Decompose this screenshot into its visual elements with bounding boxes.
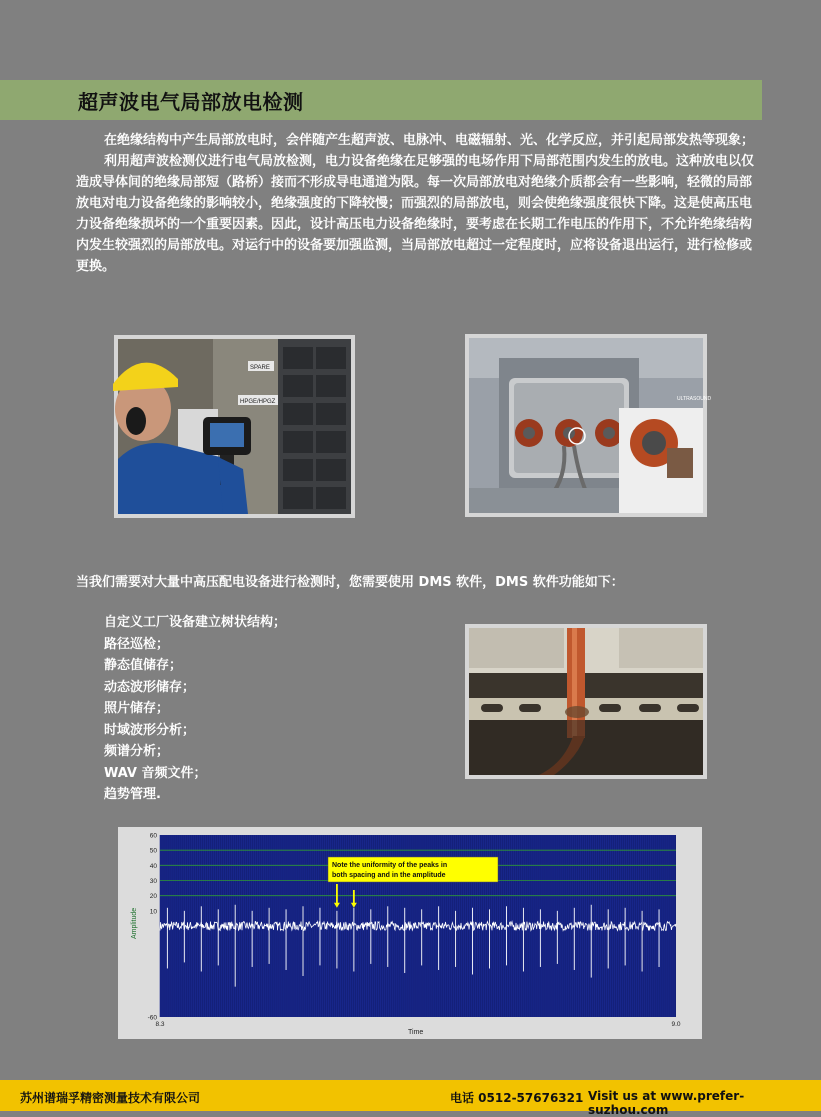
footer-website: Visit us at www.prefer-suzhou.com: [588, 1089, 745, 1117]
annotation-text-line1: Note the uniformity of the peaks in: [332, 862, 448, 869]
y-tick-label: 20: [149, 893, 157, 901]
feature-item: 趋势管理.: [104, 787, 161, 802]
feature-item: 照片储存；: [104, 701, 170, 716]
feature-item: 动态波形储存；: [104, 679, 196, 695]
page-title: 超声波电气局部放电检测: [78, 90, 304, 114]
section-title-bar: [0, 80, 762, 120]
y-tick-label: 30: [149, 878, 157, 885]
y-tick-label: 60: [149, 832, 157, 840]
footer-phone: 电话 0512-57676321: [450, 1091, 584, 1105]
panel-label: HPGE/HPGZ: [240, 399, 276, 405]
feature-item: 静态值储存；: [104, 658, 183, 673]
waveform-chart-svg: [118, 827, 702, 1039]
y-axis-label: Amplitude: [131, 907, 138, 939]
feature-item: WAV 音频文件；: [104, 765, 207, 781]
footer-bar: [0, 1080, 821, 1117]
x-tick-label: 9.0: [671, 1021, 681, 1028]
dms-intro-text: 当我们需要对大量中高压配电设备进行检测时，您需要使用 DMS 软件，DMS 软件功能如下：: [76, 575, 624, 590]
technician-inspection-photo: [114, 335, 355, 518]
dms-feature-list: [104, 612, 286, 806]
footer-company: 苏州谱瑞孚精密测量技术有限公司: [20, 1091, 201, 1105]
feature-item: 路径巡检；: [104, 636, 170, 652]
feature-item: 频谱分析；: [104, 744, 170, 759]
waveform-chart: [118, 827, 702, 1039]
y-tick-label: 10: [149, 908, 157, 916]
bushing-discharge-photo: [465, 334, 712, 517]
y-tick-label: 50: [149, 847, 157, 855]
intro-text: [76, 130, 760, 277]
feature-item: 时域波形分析；: [104, 722, 196, 738]
spare-label: SPARE: [250, 365, 270, 371]
bushing-photo-label: ULTRASOUND: [677, 396, 712, 402]
intro-paragraph-1: 在绝缘结构中产生局部放电时，会伴随产生超声波、电脉冲、电磁辐射、光、化学反应，并引起局部发热等现象；: [104, 133, 755, 148]
x-tick-label: 8.3: [155, 1021, 165, 1028]
y-tick-label: -60: [147, 1014, 157, 1022]
y-tick-label: 40: [149, 862, 157, 870]
cable-discharge-photo: [465, 624, 707, 779]
x-axis-label: Time: [408, 1029, 424, 1036]
annotation-text-line2: both spacing and in the amplitude: [332, 872, 446, 879]
feature-item: 自定义工厂设备建立树状结构；: [104, 615, 287, 630]
intro-paragraph-2: 利用超声波检测仪进行电气局放检测，电力设备绝缘在足够强的电场作用下局部范围内发生的放电。这种放电以仅造成导体间的绝缘局部短（路桥）接而不形成导电通道为限。每一次局部放电对绝缘介质都会有一些影响，轻微的局部放电对电力设备绝缘的影响较小，绝缘强度的下降较慢；而强烈的局部放电，则会使绝缘强度很快下降。这是使高压电力设备绝缘损坏的一个重要因素。因此，设计高压电力设备绝缘时，要考虑在长期工作电压的作用下，不允许绝缘结构内发生较强烈的局部放电。对运行中的设备要加强监测，当局部放电超过一定程度时，应将设备退出运行，进行检修或更换。: [76, 154, 755, 274]
